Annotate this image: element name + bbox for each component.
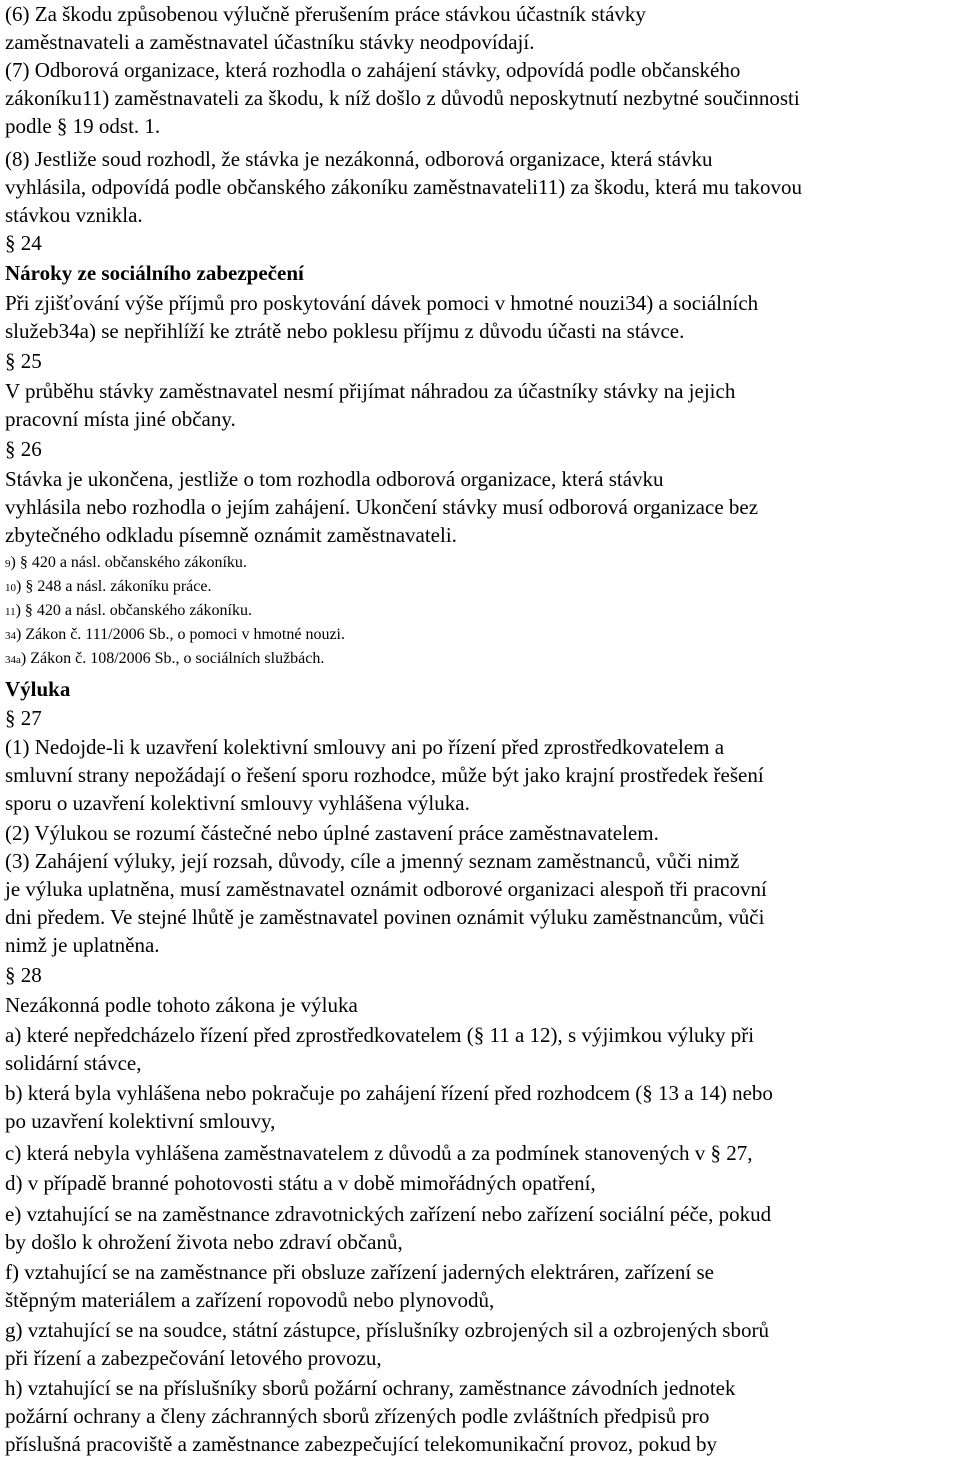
section-27-heading: § 27 [5,706,42,730]
paragraph-7-line-3: podle § 19 odst. 1. [5,114,161,138]
footnote-text: ) Zákon č. 108/2006 Sb., o sociálních službách. [20,650,325,667]
section-27-line-5: (3) Zahájení výluky, její rozsah, důvody, cíle a jmenný seznam zaměstnanců, vůči nimž [5,849,740,873]
section-28-item-e-line-1: e) vztahující se na zaměstnance zdravotnických zařízení nebo zařízení sociální péče, pokud [5,1202,772,1226]
section-27-line-6: je výluka uplatněna, musí zaměstnavatel oznámit odborové organizaci alespoň tři pracovní [5,877,767,901]
section-28-item-b-line-2: po uzavření kolektivní smlouvy, [5,1109,276,1133]
footnote-mark: 11 [5,606,16,618]
paragraph-6-line-2: zaměstnavateli a zaměstnavatel účastníku stávky neodpovídají. [5,30,535,54]
footnote-mark: 34 [5,630,16,642]
paragraph-7-line-2: zákoníku11) zaměstnavateli za škodu, k níž došlo z důvodů neposkytnutí nezbytné součinnosti [5,86,800,110]
section-24-line-2: služeb34a) se nepřihlíží ke ztrátě nebo poklesu příjmu z důvodu účasti na stávce. [5,319,685,343]
section-28-item-h-line-1: h) vztahující se na příslušníky sborů požární ochrany, zaměstnance závodních jednotek [5,1376,736,1400]
section-27-line-4: (2) Výlukou se rozumí částečné nebo úplné zastavení práce zaměstnavatelem. [5,821,659,845]
footnote-text: ) Zákon č. 111/2006 Sb., o pomoci v hmotné nouzi. [16,626,345,643]
section-28-item-h-line-2: požární ochrany a členy záchranných sborů zřízených podle zvláštních předpisů pro [5,1404,710,1428]
section-28-item-a-line-2: solidární stávce, [5,1051,142,1075]
section-26-line-2: vyhlásila nebo rozhodla o jejím zahájení. Ukončení stávky musí odborová organizace bez [5,495,759,519]
section-24-heading: § 24 [5,231,42,255]
section-27-line-7: dni předem. Ve stejné lhůtě je zaměstnavatel povinen oznámit výluku zaměstnancům, vůči [5,905,765,929]
section-28-heading: § 28 [5,963,42,987]
section-27-line-1: (1) Nedojde-li k uzavření kolektivní smlouvy ani po řízení před zprostředkovatelem a [5,735,725,759]
section-28-item-d: d) v případě branné pohotovosti státu a v době mimořádných opatření, [5,1171,596,1195]
section-25-heading: § 25 [5,349,42,373]
footnote-mark: 34a [5,654,21,666]
footnote [5,600,252,623]
section-28-line-1: Nezákonná podle tohoto zákona je výluka [5,993,358,1017]
footnote [5,648,324,671]
section-28-item-h-line-3: příslušná pracoviště a zaměstnance zabezpečující telekomunikační provoz, pokud by [5,1432,717,1456]
paragraph-7-line-1: (7) Odborová organizace, která rozhodla o zahájení stávky, odpovídá podle občanského [5,58,741,82]
section-27-line-2: smluvní strany nepožádají o řešení sporu rozhodce, může být jako krajní prostředek řešení [5,763,764,787]
section-28-item-g-line-2: při řízení a zabezpečování letového provozu, [5,1346,382,1370]
footnote-mark: 10 [5,582,16,594]
section-28-item-b-line-1: b) která byla vyhlášena nebo pokračuje po zahájení řízení před rozhodcem (§ 13 a 14) nebo [5,1081,773,1105]
section-28-item-f-line-2: štěpným materiálem a zařízení ropovodů nebo plynovodů, [5,1288,495,1312]
section-27-line-3: sporu o uzavření kolektivní smlouvy vyhlášena výluka. [5,791,470,815]
footnote [5,576,211,599]
section-28-item-c: c) která nebyla vyhlášena zaměstnavatelem z důvodů a za podmínek stanovených v § 27, [5,1141,753,1165]
footnote-text: ) § 420 a násl. občanského zákoníku. [15,602,252,619]
section-25-line-1: V průběhu stávky zaměstnavatel nesmí přijímat náhradou za účastníky stávky na jejich [5,379,736,403]
section-28-item-a-line-1: a) které nepředcházelo řízení před zprostředkovatelem (§ 11 a 12), s výjimkou výluky při [5,1023,755,1047]
section-27-line-8: nimž je uplatněna. [5,933,160,957]
section-25-line-2: pracovní místa jiné občany. [5,407,236,431]
section-26-line-3: zbytečného odkladu písemně oznámit zaměstnavateli. [5,523,457,547]
section-24-line-1: Při zjišťování výše příjmů pro poskytování dávek pomoci v hmotné nouzi34) a sociálních [5,291,759,315]
paragraph-8-line-3: stávkou vznikla. [5,203,143,227]
footnote [5,624,345,647]
footnote-mark: 9 [5,558,11,570]
paragraph-8-line-1: (8) Jestliže soud rozhodl, že stávka je nezákonná, odborová organizace, která stávku [5,147,713,171]
section-24-title: Nároky ze sociálního zabezpečení [5,261,304,285]
section-28-item-f-line-1: f) vztahující se na zaměstnance při obsluze zařízení jaderných elektráren, zařízení se [5,1260,714,1284]
chapter-title-vyluka: Výluka [5,677,71,701]
section-26-heading: § 26 [5,437,42,461]
footnote-text: ) § 248 a násl. zákoníku práce. [16,578,212,595]
paragraph-8-line-2: vyhlásila, odpovídá podle občanského zákoníku zaměstnavateli11) za škodu, která mu takovou [5,175,802,199]
section-28-item-g-line-1: g) vztahující se na soudce, státní zástupce, příslušníky ozbrojených sil a ozbrojených sborů [5,1318,769,1342]
footnote-text: ) § 420 a násl. občanského zákoníku. [10,554,247,571]
paragraph-6-line-1: (6) Za škodu způsobenou výlučně přerušením práce stávkou účastník stávky [5,2,646,26]
section-26-line-1: Stávka je ukončena, jestliže o tom rozhodla odborová organizace, která stávku [5,467,664,491]
footnote [5,552,247,575]
section-28-item-e-line-2: by došlo k ohrožení života nebo zdraví občanů, [5,1230,403,1254]
